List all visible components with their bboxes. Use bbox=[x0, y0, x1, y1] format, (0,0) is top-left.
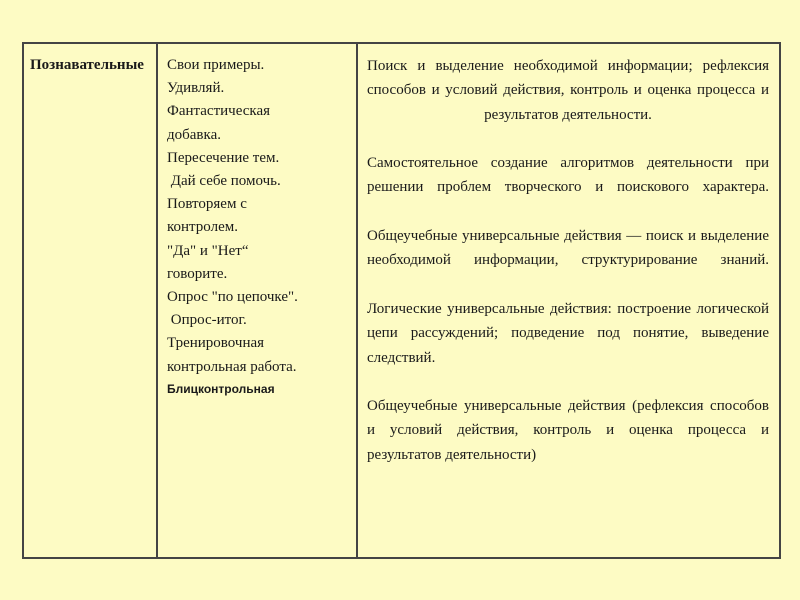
example-line: Блицконтрольная bbox=[167, 381, 275, 396]
action-paragraph: Общеучебные универсальные действия (рефлексия способов и условий действия, контроль и оценка процесса и результатов деятельности) bbox=[367, 398, 769, 463]
example-line: Свои примеры. bbox=[167, 57, 265, 73]
example-line: Опрос-итог. bbox=[167, 312, 247, 329]
example-line: говорите. bbox=[167, 265, 228, 282]
example-line: Опрос "по цепочке". bbox=[167, 289, 298, 306]
example-line: "Да" и "Нет“ bbox=[167, 242, 249, 259]
methods-table bbox=[22, 42, 781, 559]
category-heading: Познавательные bbox=[30, 57, 144, 73]
example-line: контрольная работа. bbox=[167, 358, 297, 375]
example-line: Повторяем с bbox=[167, 196, 247, 213]
example-line: Тренировочная bbox=[167, 335, 265, 352]
example-line: Фантастическая bbox=[167, 103, 271, 120]
category-cell bbox=[24, 44, 158, 557]
action-paragraph: Логические универсальные действия: построение логической цепи рассуждений; подведение под понятие, выведение следствий. bbox=[367, 300, 769, 366]
actions-cell bbox=[358, 44, 779, 557]
examples-list bbox=[167, 54, 348, 399]
example-line: добавка. bbox=[167, 126, 221, 143]
example-line: Дай себе помочь. bbox=[167, 173, 281, 190]
examples-cell bbox=[158, 44, 358, 557]
example-line: контролем. bbox=[167, 219, 238, 236]
example-line: Пересечение тем. bbox=[167, 149, 280, 166]
example-line: Удивляй. bbox=[167, 80, 225, 97]
action-paragraph: Самостоятельное создание алгоритмов деятельности при решении проблем творческого и поискового характера. bbox=[367, 155, 769, 196]
action-paragraph: Поиск и выделение необходимой информации; рефлексия способов и условий действия, контроль и оценка процесса и результатов деятельности. bbox=[367, 58, 769, 123]
action-paragraph: Общеучебные универсальные действия — поиск и выделение необходимой информации, структурирование знаний. bbox=[367, 228, 769, 269]
